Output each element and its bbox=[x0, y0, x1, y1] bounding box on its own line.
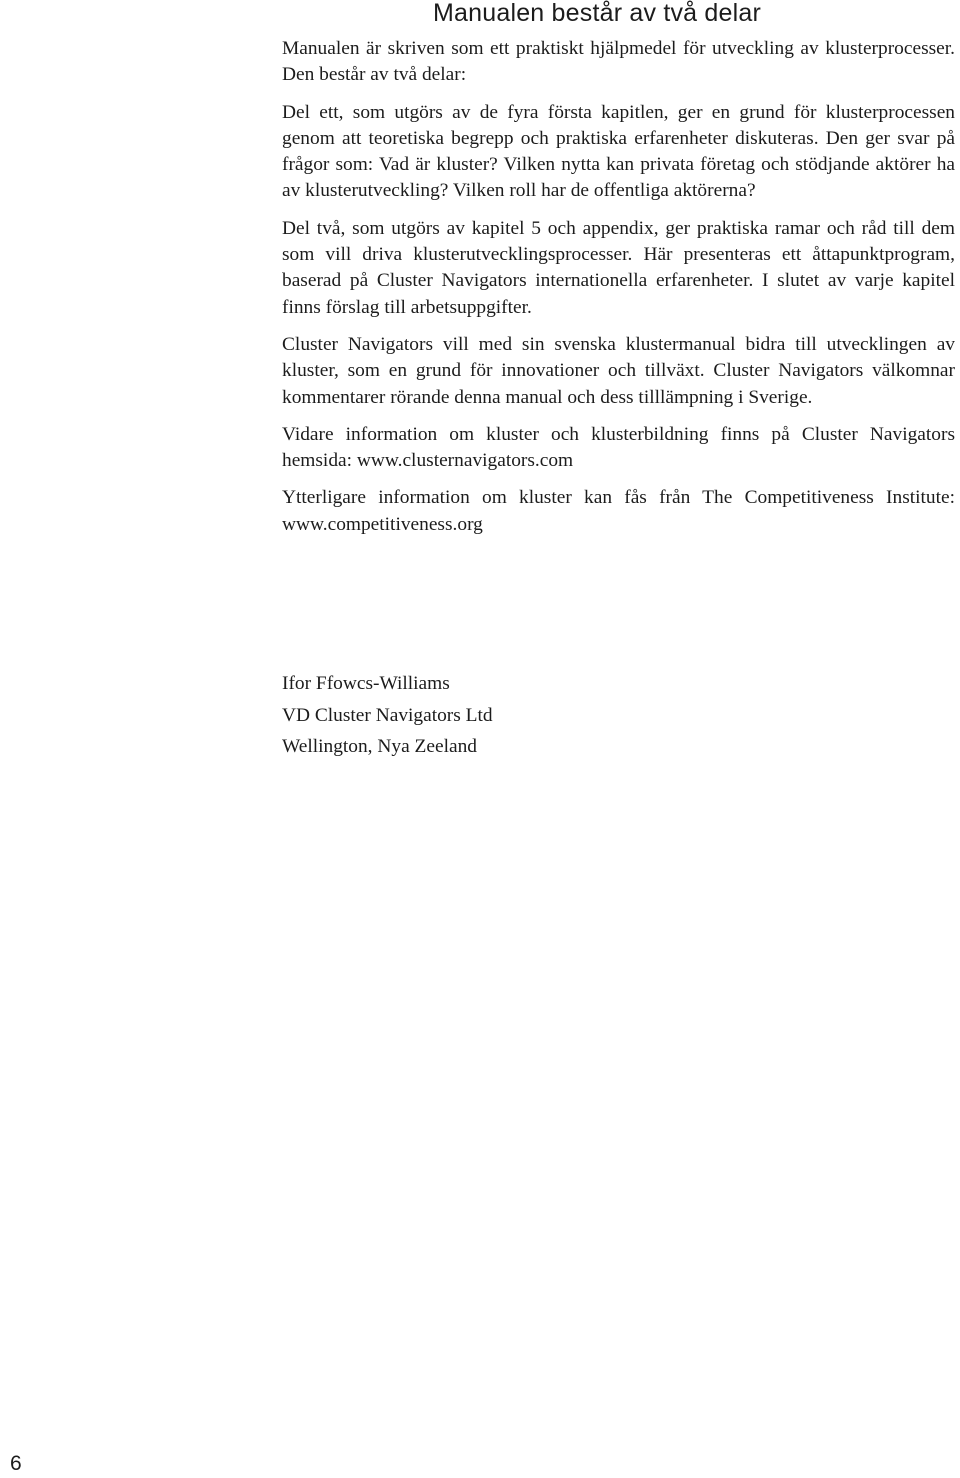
body-text bbox=[282, 36, 955, 549]
signature-location: Wellington, Nya Zeeland bbox=[282, 736, 477, 757]
signature-block bbox=[282, 668, 493, 763]
paragraph-part-one: Del ett, som utgörs av de fyra första kapitlen, ger en grund för klusterprocessen genom att teoretiska begrepp och praktiska erfarenheter diskuteras. Den ger svar på frågor som: Vad är kluster? Vilken nytta kan privata företag och stödjande aktörer ha av klusterutveckling? Vilken roll har de offentliga aktörerna? bbox=[282, 101, 955, 202]
page-title: Manualen består av två delar bbox=[433, 0, 762, 27]
signature-title: VD Cluster Navigators Ltd bbox=[282, 704, 493, 726]
paragraph-purpose: Cluster Navigators vill med sin svenska klustermanual bidra till utvecklingen av kluster, som en grund för innovationer och tillväxt. Cluster Navigators välkomnar kommentarer rörande denna manual och dess tilllämpning i Sverige. bbox=[282, 333, 955, 408]
paragraph-more-info-competitiveness: Ytterligare information om kluster kan fås från The Competitiveness Institute: www.competitiveness.org bbox=[282, 487, 955, 535]
paragraph-intro: Manualen är skriven som ett praktiskt hjälpmedel för utveckling av klusterprocesser. Den består av två delar: bbox=[282, 38, 955, 86]
paragraph-part-two: Del två, som utgörs av kapitel 5 och appendix, ger praktiska ramar och råd till dem som vill driva klusterutvecklingsprocesser. Här presenteras ett åttapunktprogram, baserad på Cluster Navigators internationella erfarenheter. I slutet av varje kapitel finns förslag till arbetsuppgifter. bbox=[282, 217, 955, 318]
paragraph-more-info-cluster-navigators: Vidare information om kluster och klusterbildning finns på Cluster Navigators hemsida: www.clusternavigators.com bbox=[282, 423, 955, 472]
page-number: 6 bbox=[10, 1452, 22, 1475]
signature-name: Ifor Ffowcs-Williams bbox=[282, 673, 450, 694]
